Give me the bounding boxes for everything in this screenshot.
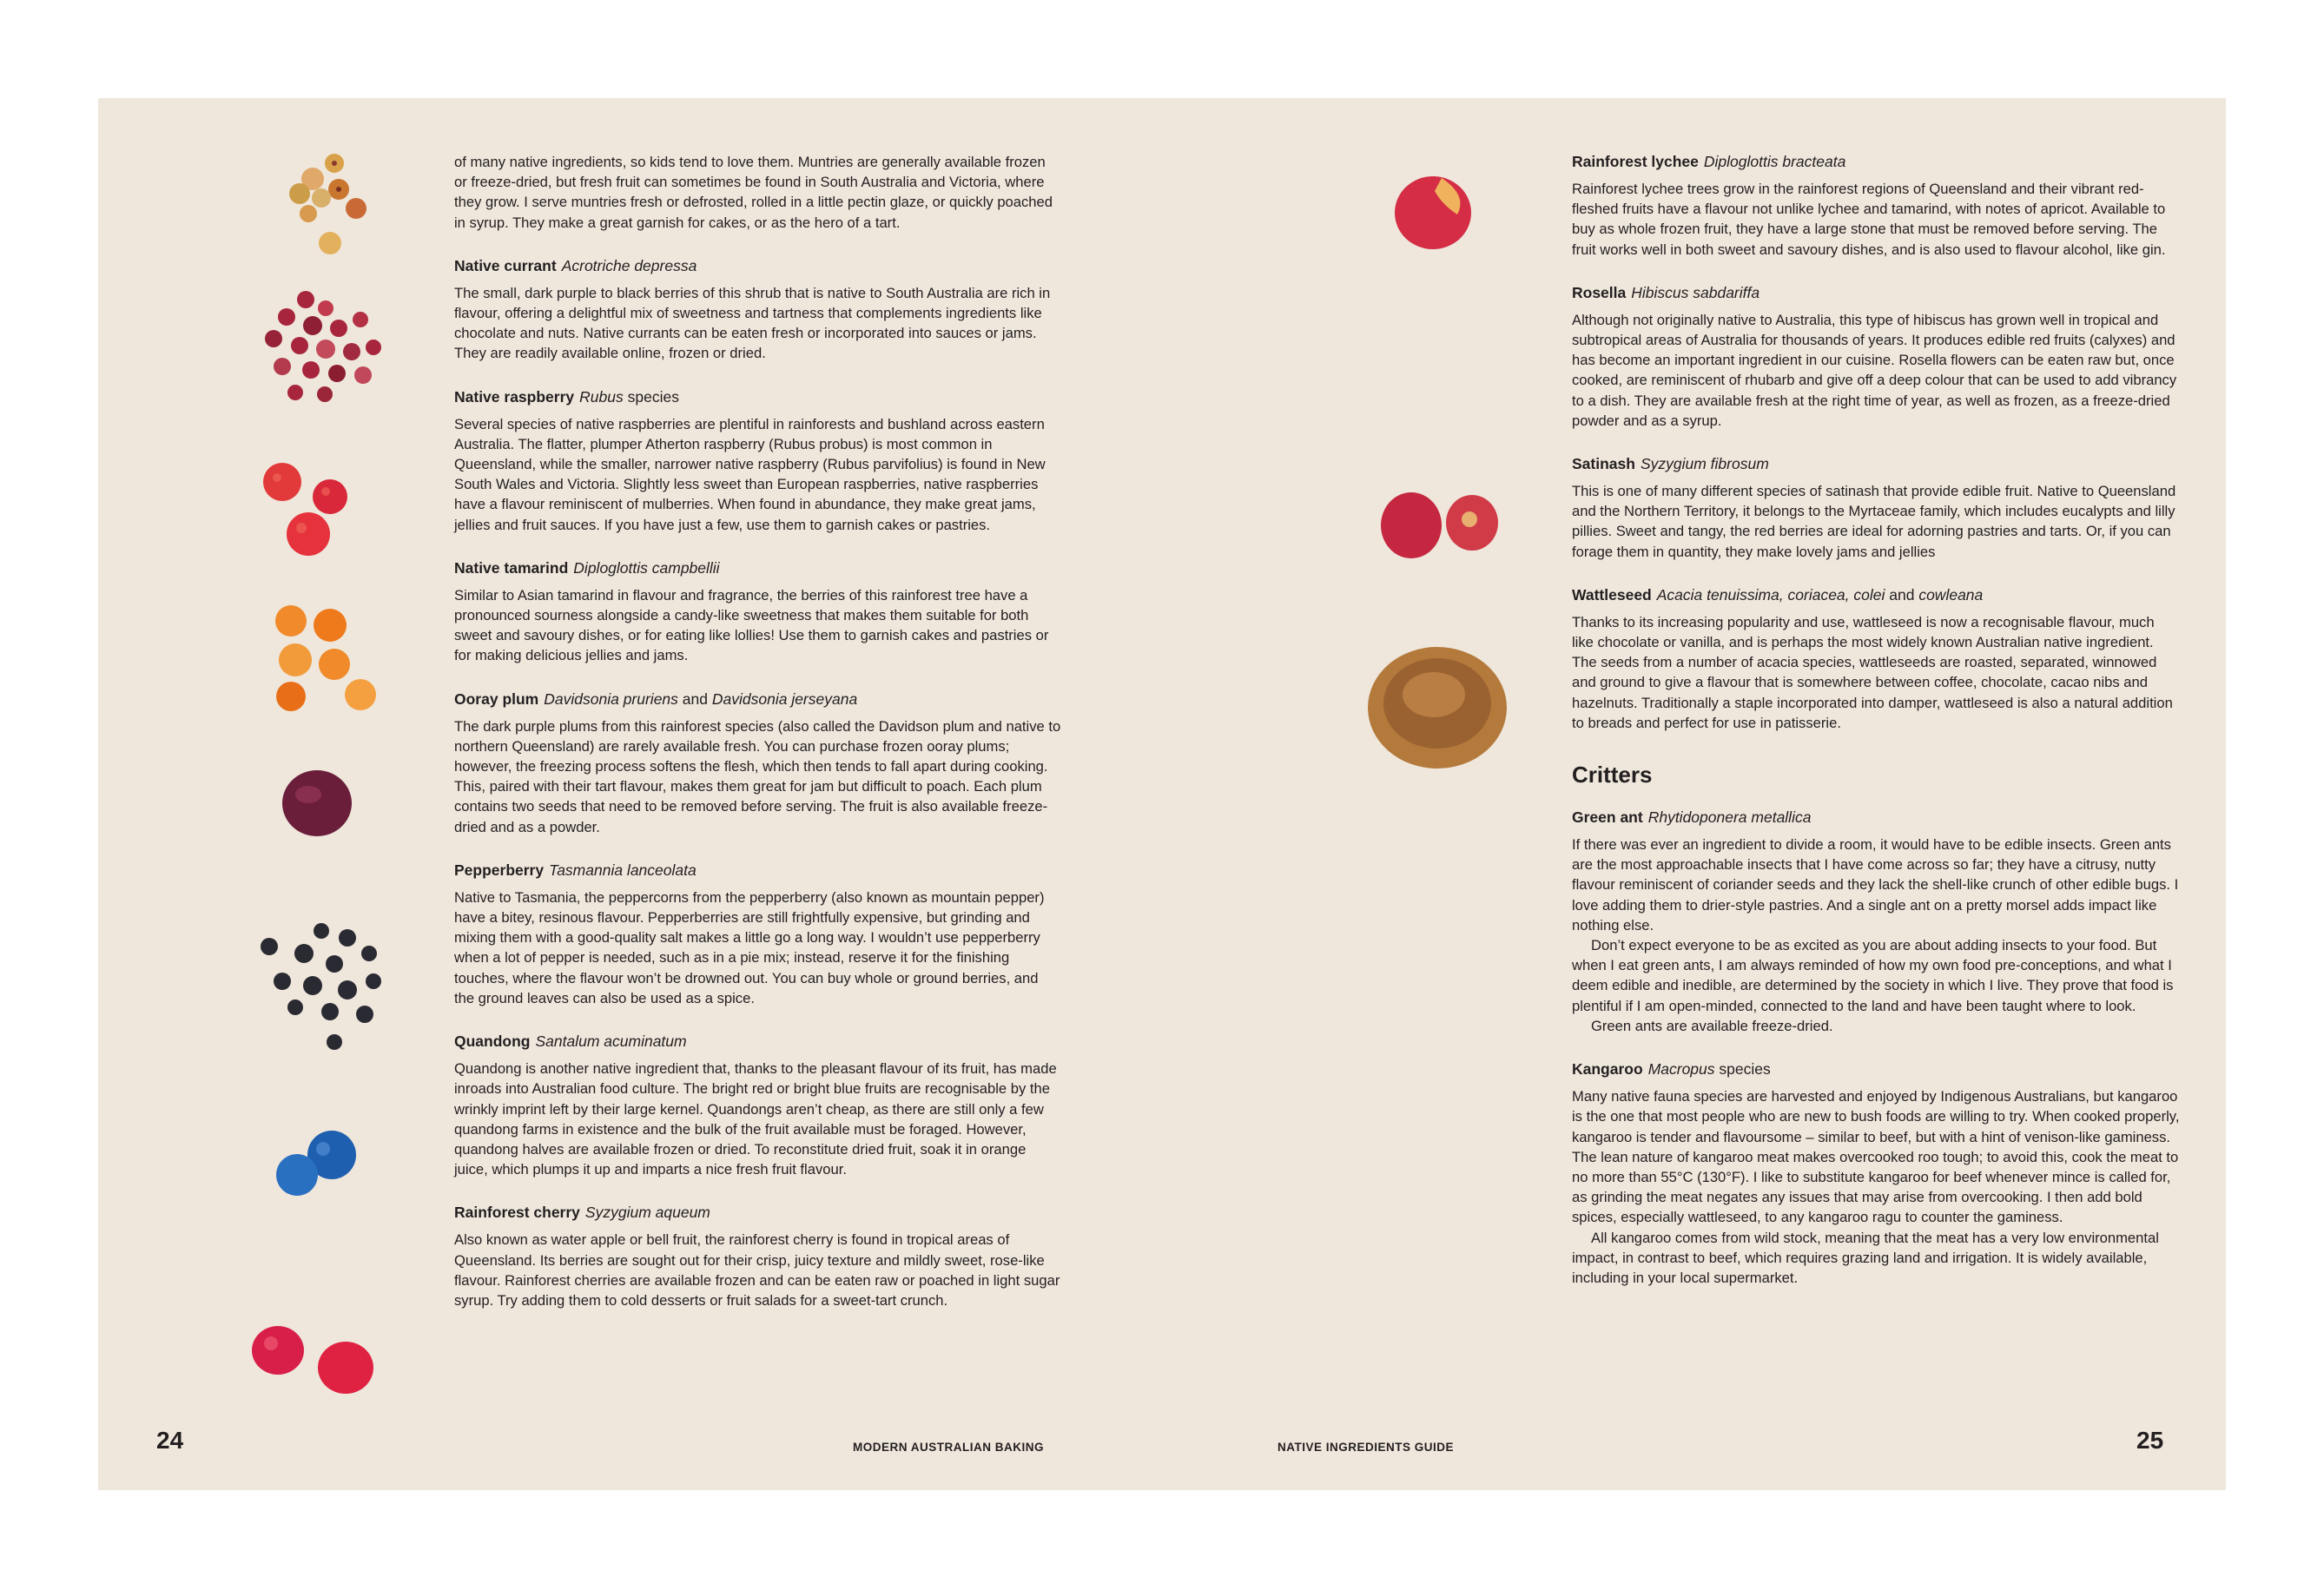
entry-text: Many native fauna species are harvested and enjoyed by Indigenous Australians, but kangaroo is the one that most people who are new to bush foods are willing to try. When cooked properly, kangaroo is tender and flavoursome – similar to beef, but with a hint of venison-like gaminess. The lean nature of kangaroo meat makes overcooked roo tough; to avoid this, cook the meat to no more than 55°C (130°F). I like to substitute kangaroo for beef whenever mince is called for, as grinding the meat negates any issues that may arise from overcooking. I then add bold spices, especially wattleseed, to any kangaroo ragu to counter the gaminess. xyxy=(1572,1088,2180,1226)
entry-text: Native to Tasmania, the peppercorns from the pepperberry (also known as mountain pepper) have a bitey, resinous flavour. Pepperberries are still frightfully expensive, but grinding and mixing them with a good-quality salt makes a little go a long way. I wouldn’t use pepperberry when a lot of pepper is needed, such as in a pie mix; instead, reserve it for the finishing touches, where the flavour won’t be drowned out. You can buy whole or ground berries, and the ground leaves can also be used as a spice. xyxy=(454,888,1045,1006)
entry-rainforest-cherry xyxy=(454,1203,1062,1310)
entry-scientific-name: Macropus xyxy=(1647,1060,1715,1079)
entry-native-raspberry xyxy=(454,387,1062,535)
intro-text: of many native ingredients, so kids tend to love them. Muntries are generally available frozen or freeze-dried, but fresh fruit can sometimes be found in South Australia and Victoria, where they grow. I serve muntries fresh or defrosted, rolled in a little pectin glaze, or quickly poached in syrup. They make a great garnish for cakes, or as the hero of a tart. xyxy=(454,154,1053,231)
entry-text: Thanks to its increasing popularity and use, wattleseed is now a recognisable flavour, much like chocolate or vanilla, and is perhaps the most widely known Australian native ingredient. The seeds from a number of acacia species, wattleseeds are roasted, separated, winnowed and ground to give a flavour that is somewhere between coffee, chocolate, cacao nibs and hazelnuts. Traditionally a staple incorporated into damper, wattleseed is also a natural addition to breads and perfect for use in patisserie. xyxy=(1572,613,2173,731)
entry-title: Kangaroo xyxy=(1572,1060,1643,1079)
entry-title: Rainforest lychee xyxy=(1572,153,1699,170)
entry-ooray-plum xyxy=(454,689,1062,837)
entry-scientific-name: Acrotriche depressa xyxy=(561,256,697,274)
entry-text: Rainforest lychee trees grow in the rainforest regions of Queensland and their vibrant red-fleshed fruits have a flavour not unlike lychee and tamarind, with notes of apricot. Available to buy as whole frozen fruit, they have a large stone that must be removed before serving. The fruit works well in both sweet and savoury dishes, and is also used to flavour alcohol, like gin. xyxy=(1572,181,2166,258)
entry-scientific-name: Syzygium fibrosum xyxy=(1640,455,1769,473)
ooray-plum-image xyxy=(269,760,365,847)
entry-scientific-name: Santalum acuminatum xyxy=(535,1033,687,1051)
rainforest-cherry-image xyxy=(243,1316,382,1411)
entry-text: Quandong is another native ingredient that, thanks to the pleasant flavour of its fruit, has made inroads into Australian food culture. The bright red or bright blue fruits are recognisable by the wrinkly imprint left by their large kernel. Quandongs aren’t cheap, as there are still only a few quandong farms in existence and the bulk of the fruit available must be foraged. However, quandong halves are available frozen or dried. To reconstitute dried fruit, soak it in orange juice, which plumps it up and imparts a nice fresh fruit flavour. xyxy=(454,1060,1057,1178)
wattleseed-image xyxy=(1350,625,1524,782)
entry-title: Rainforest cherry xyxy=(454,1204,580,1222)
left-page-text xyxy=(454,152,1062,1334)
page-number-left: 24 xyxy=(156,1427,184,1454)
entry-native-currant xyxy=(454,256,1062,364)
running-head-left: MODERN AUSTRALIAN BAKING xyxy=(853,1441,1044,1454)
right-page-text xyxy=(1572,152,2180,1311)
entry-text: All kangaroo comes from wild stock, meaning that the meat has a very low environmental impact, in contrast to beef, which requires grazing land and irrigation. It is widely available, including in your local supermarket. xyxy=(1572,1229,2159,1286)
page-number-right: 25 xyxy=(2136,1427,2164,1454)
quandong-image xyxy=(269,1125,365,1211)
entry-scientific-name-2: cowleana xyxy=(1918,585,1984,604)
entry-text: Similar to Asian tamarind in flavour and fragrance, the berries of this rainforest tree have a pronounced sourness alongside a candy-like sweetness that makes them suitable for both sweet and savoury dishes, or for eating like lollies! Use them to garnish cakes and pastries or for making delicious jellies and jams. xyxy=(454,586,1049,664)
entry-rainforest-lychee xyxy=(1572,152,2180,260)
entry-title: Native raspberry xyxy=(454,387,575,406)
entry-scientific-name: Rhytidoponera metallica xyxy=(1647,808,1812,827)
running-head-right: NATIVE INGREDIENTS GUIDE xyxy=(1278,1441,1455,1454)
entry-text: Although not originally native to Australia, this type of hibiscus has grown well in tropical and subtropical areas of Australia for thousands of years. It produces edible red fruits (calyxes) and has become an important ingredient in our cuisine. Rosella flowers can be eaten raw but, once cooked, are reminiscent of rhubarb and give off a deep colour that can be used to add vibrancy to a dish. They are available fresh at the right time of year, as well as frozen, as a freeze-dried powder and as a syrup. xyxy=(1572,311,2177,429)
entry-scientific-name: Diploglottis campbellii xyxy=(573,558,720,577)
native-raspberry-image xyxy=(256,460,369,564)
entry-text: If there was ever an ingredient to divide a room, it would have to be edible insects. Green ants are the most approachable insects that I have come across so far; they have a citrusy, nutty flavour reminiscent of coriander seeds and they lack the shell-like crunch of other edible bugs. I love adding them to drier-style pastries. And a single ant on a pretty morsel adds impact like nothing else. xyxy=(1572,836,2179,934)
entry-title: Green ant xyxy=(1572,808,1643,827)
rainforest-lychee-image xyxy=(1381,161,1485,265)
entry-kangaroo xyxy=(1572,1059,2180,1288)
entry-title: Pepperberry xyxy=(454,861,545,879)
muntries-intro xyxy=(454,152,1062,233)
entry-green-ant xyxy=(1572,808,2180,1036)
muntries-image xyxy=(261,146,382,267)
entry-scientific-name: Acacia tenuissima, coriacea, colei xyxy=(1656,585,1885,604)
entry-text: Green ants are available freeze-dried. xyxy=(1591,1017,1833,1034)
entry-text: Several species of native raspberries are plentiful in rainforests and bushland across eastern Australia. The flatter, plumper Atherton raspberry (Rubus probus) is most common in Queensland, while the smaller, narrower native raspberry (Rubus parvifolius) is found in New South Wales and Victoria. Slightly less sweet than European raspberries, native raspberries have a flavour reminiscent of mulberries. When found in abundance, they make great jams, jellies and fruit sauces. If you have just a few, use them to garnish cakes or pastries. xyxy=(454,415,1046,533)
entry-scientific-name: Hibiscus sabdariffa xyxy=(1631,283,1760,301)
entry-title: Native currant xyxy=(454,256,557,274)
entry-scientific-name: Davidsonia pruriens xyxy=(544,689,678,708)
entry-title: Rosella xyxy=(1572,283,1627,301)
entry-text: Also known as water apple or bell fruit, the rainforest cherry is found in tropical areas of Queensland. Its berries are sought out for their crisp, juicy texture and mildly sweet, rose-like flavour. Rainforest cherries are available frozen and can be eaten raw or poached in light sugar syrup. Try adding them to cold desserts or fruit salads for a sweet-tart crunch. xyxy=(454,1231,1060,1309)
entry-title: Satinash xyxy=(1572,455,1635,473)
entry-scientific-suffix: species xyxy=(1719,1060,1771,1079)
entry-rosella xyxy=(1572,283,2180,431)
entry-scientific-name: Tasmannia lanceolata xyxy=(549,861,697,879)
entry-native-tamarind xyxy=(454,558,1062,666)
native-tamarind-image xyxy=(265,599,386,721)
entry-title: Ooray plum xyxy=(454,689,539,708)
entry-quandong xyxy=(454,1032,1062,1179)
entry-scientific-name: Rubus xyxy=(579,387,624,406)
entry-scientific-suffix: species xyxy=(627,387,679,406)
entry-scientific-conjunction: and xyxy=(682,689,708,708)
entry-scientific-name: Diploglottis bracteata xyxy=(1703,153,1846,170)
entry-satinash xyxy=(1572,454,2180,562)
entry-text: Don’t expect everyone to be as excited as you are about adding insects to your food. But when I eat green ants, I am always reminded of how my own food pre-conceptions, and what I deem edible and inedible, are determined by the society in which I live. They prove that food is plentiful if I am open-minded, connected to the land and have been taught where to look. xyxy=(1572,937,2174,1014)
entry-pepperberry xyxy=(454,861,1062,1008)
entry-text: This is one of many different species of satinash that provide edible fruit. Native to Queensland and the Northern Territory, it belongs to the Myrtaceae family, which includes eucalypts and lilly pillies. Sweet and tangy, the red berries are ideal for adorning pastries and tarts. Or, if you can forage them in quantity, they make lovely jams and jellies xyxy=(1572,483,2176,560)
entry-scientific-conjunction: and xyxy=(1889,585,1915,604)
entry-wattleseed xyxy=(1572,585,2180,733)
satinash-image xyxy=(1372,486,1511,573)
entry-title: Quandong xyxy=(454,1033,531,1051)
entry-title: Wattleseed xyxy=(1572,585,1652,604)
entry-scientific-name: Syzygium aqueum xyxy=(584,1204,710,1222)
entry-text: The small, dark purple to black berries of this shrub that is native to South Australia are rich in flavour, offering a delightful mix of sweetness and tartness that complements ingredients like chocolate and nuts. Native currants can be eaten fresh or incorporated into sauces or jams. They are readily available online, frozen or dried. xyxy=(454,284,1051,362)
entry-text: The dark purple plums from this rainforest species (also called the Davidson plum and native to northern Queensland) are rarely available fresh. You can purchase frozen ooray plums; however, the freezing process softens the flesh, which then tends to fall apart during cooking. This, paired with their tart flavour, makes them great for jam but difficult to poach. Each plum contains two seeds that need to be removed before serving. The fruit is also available freeze-dried and as a powder. xyxy=(454,717,1061,835)
pepperberry-image xyxy=(252,920,391,1059)
section-heading-critters: Critters xyxy=(1572,762,1653,788)
entry-title: Native tamarind xyxy=(454,558,569,577)
entry-scientific-name-2: Davidsonia jerseyana xyxy=(711,689,858,708)
native-currant-image xyxy=(252,287,399,408)
